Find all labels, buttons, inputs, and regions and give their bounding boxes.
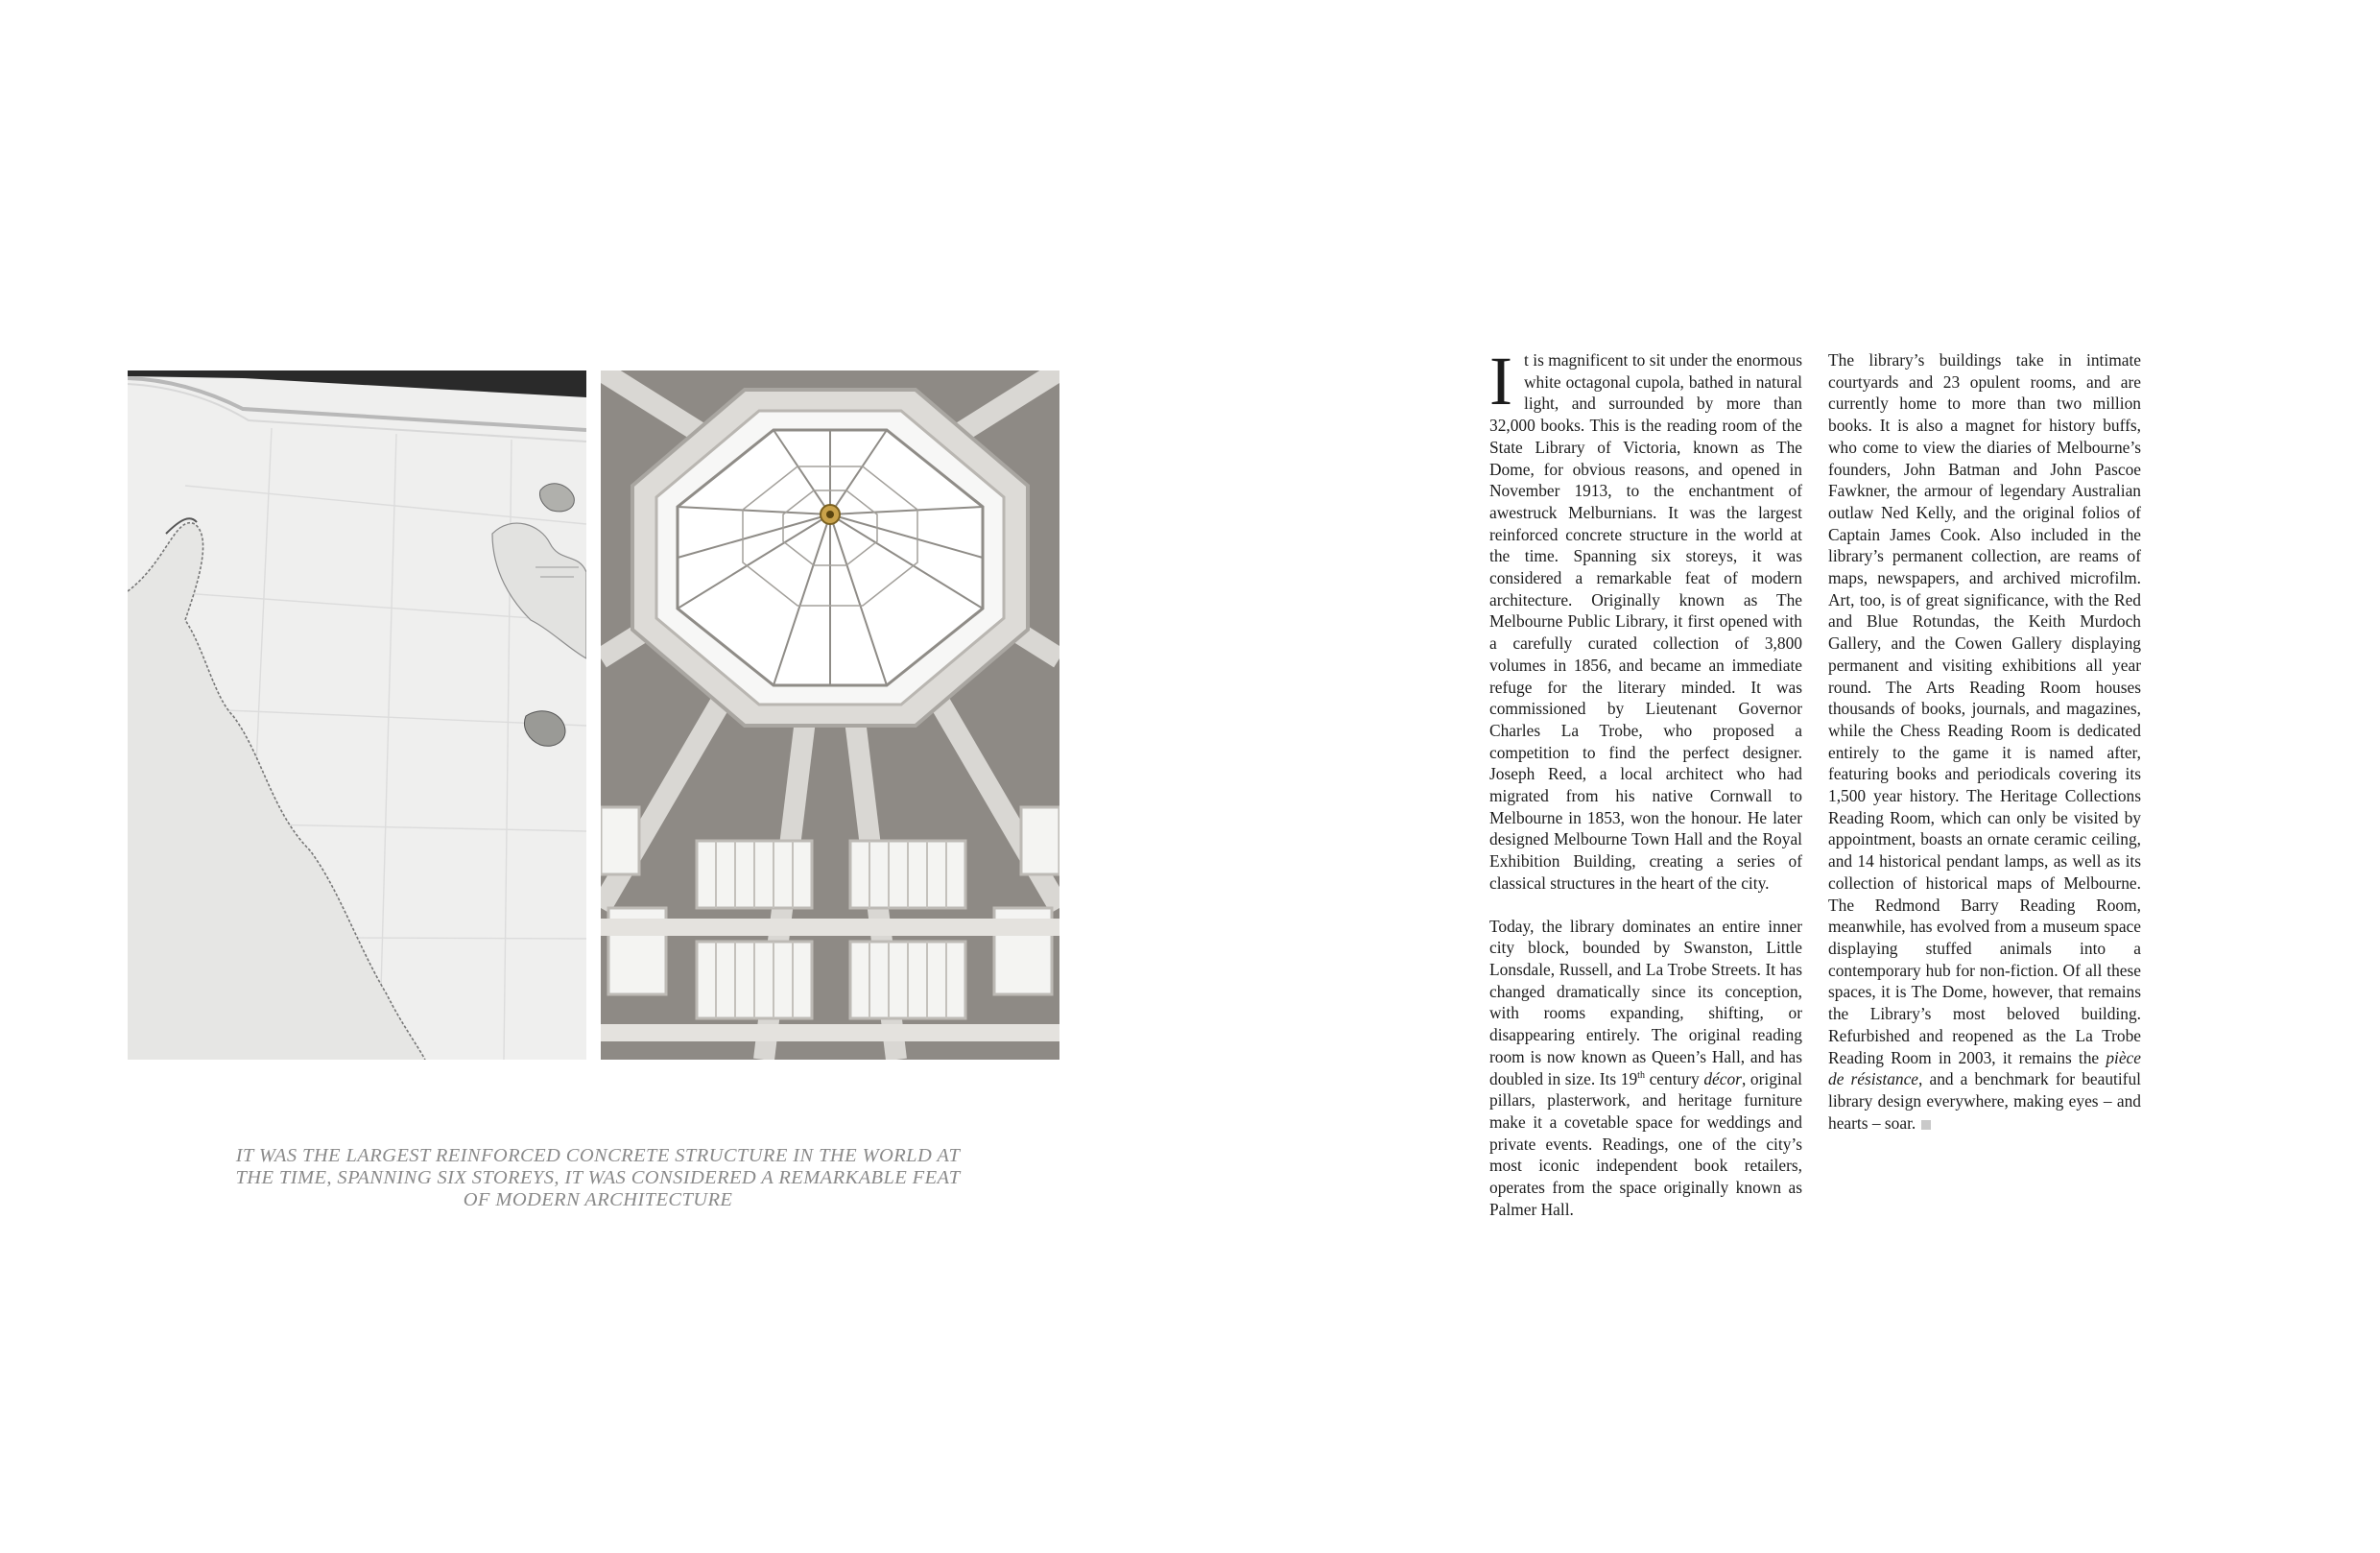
dome-skylight-illustration — [601, 370, 1059, 1060]
article-paragraph — [1828, 349, 2141, 1134]
paragraph-text: Today, the library dominates an entire inner city block, bounded by Swanston, Little Lonsdale, Russell, and La Trobe Streets. It has changed dramatically since its conception, with rooms expanding, shifting, or disappearing entirely. The original reading room is now known as Queen’s Hall, and has doubled in size. Its 19 — [1489, 916, 1802, 1088]
article-column-2 — [1828, 349, 2141, 1134]
paragraph-text: t is magnificent to sit under the enormous white octagonal cupola, bathed in natural light, and surrounded by more than 32,000 books. This is the reading room of the State Library of Victoria, known as The Dome, for obvious reasons, and opened in November 1913, to the enchantment of awestruck Melburnians. It was the largest reinforced concrete structure in the world at the time. Spanning six storeys, it was considered a remarkable feat of modern architecture. Originally known as The Melbourne Public Library, it first opened with a carefully curated collection of 3,800 volumes in 1856, and became an immediate refuge for the literary minded. It was commissioned by Lieutenant Governor Charles La Trobe, who proposed a competition to find the perfect designer. Joseph Reed, a local architect who had migrated from his native Cornwall to Melbourne in 1853, won the honour. He later designed Melbourne Town Hall and the Royal Exhibition Building, creating a series of classical structures in the heart of the city. — [1489, 350, 1802, 893]
article-column-1 — [1489, 343, 1802, 1220]
map-illustration — [128, 370, 586, 1060]
paragraph-text: , original pillars, plasterwork, and heritage furniture make it a covetable space for weddings and private events. Readings, one of the city’s most iconic independent book retailers, operates from the space originally known as Palmer Hall. — [1489, 1068, 1802, 1219]
caption-line: OF MODERN ARCHITECTURE — [463, 1189, 733, 1210]
italic-phrase: pièce de résistance — [1828, 1047, 2141, 1089]
photo-caption — [192, 1145, 1004, 1211]
article-paragraph — [1489, 343, 1802, 895]
caption-line: THE TIME, SPANNING SIX STOREYS, IT WAS CONSIDERED A REMARKABLE FEAT — [235, 1167, 961, 1188]
italic-word: décor — [1703, 1068, 1742, 1088]
paragraph-text: , and a benchmark for beautiful library design everywhere, making eyes – and hearts – soar. — [1828, 1069, 2141, 1133]
superscript-ordinal: th — [1637, 1069, 1645, 1081]
paragraph-text: The library’s buildings take in intimate courtyards and 23 opulent rooms, and are currently home to more than two million books. It is also a magnet for history buffs, who come to view the diaries of Melbourne’s founders, John Batman and John Pascoe Fawkner, the armour of legendary Australian outlaw Ned Kelly, and the original folios of Captain James Cook. Also included in the library’s permanent collection, are reams of maps, newspapers, and archived microfilm. Art, too, is of great significance, with the Red and Blue Rotundas, the Keith Murdoch Gallery, and the Cowen Gallery displaying permanent and visiting exhibitions all year round. The Arts Reading Room houses thousands of books, journals, and magazines, while the Chess Reading Room is dedicated entirely to the game it is named after, featuring books and periodicals covering its 1,500 year history. The Heritage Collections Reading Room, which can only be visited by appointment, boasts an ornate ceramic ceiling, and 14 historical pendant lamps, as well as its collection of historical maps of Melbourne. The Redmond Barry Reading Room, meanwhile, has evolved from a museum space displaying stuffed animals into a contemporary hub for non-fiction. Of all these spaces, it is The Dome, however, that remains the Library’s most beloved building. Refurbished and reopened as the La Trobe Reading Room in 2003, it remains the — [1828, 350, 2141, 1067]
caption-line: IT WAS THE LARGEST REINFORCED CONCRETE STRUCTURE IN THE WORLD AT — [235, 1145, 961, 1166]
end-mark-icon — [1921, 1120, 1931, 1130]
paragraph-text: century — [1644, 1068, 1704, 1088]
article-paragraph — [1489, 916, 1802, 1221]
map-photo — [128, 370, 586, 1060]
drop-cap: I — [1489, 343, 1512, 419]
dome-photo — [601, 370, 1059, 1060]
